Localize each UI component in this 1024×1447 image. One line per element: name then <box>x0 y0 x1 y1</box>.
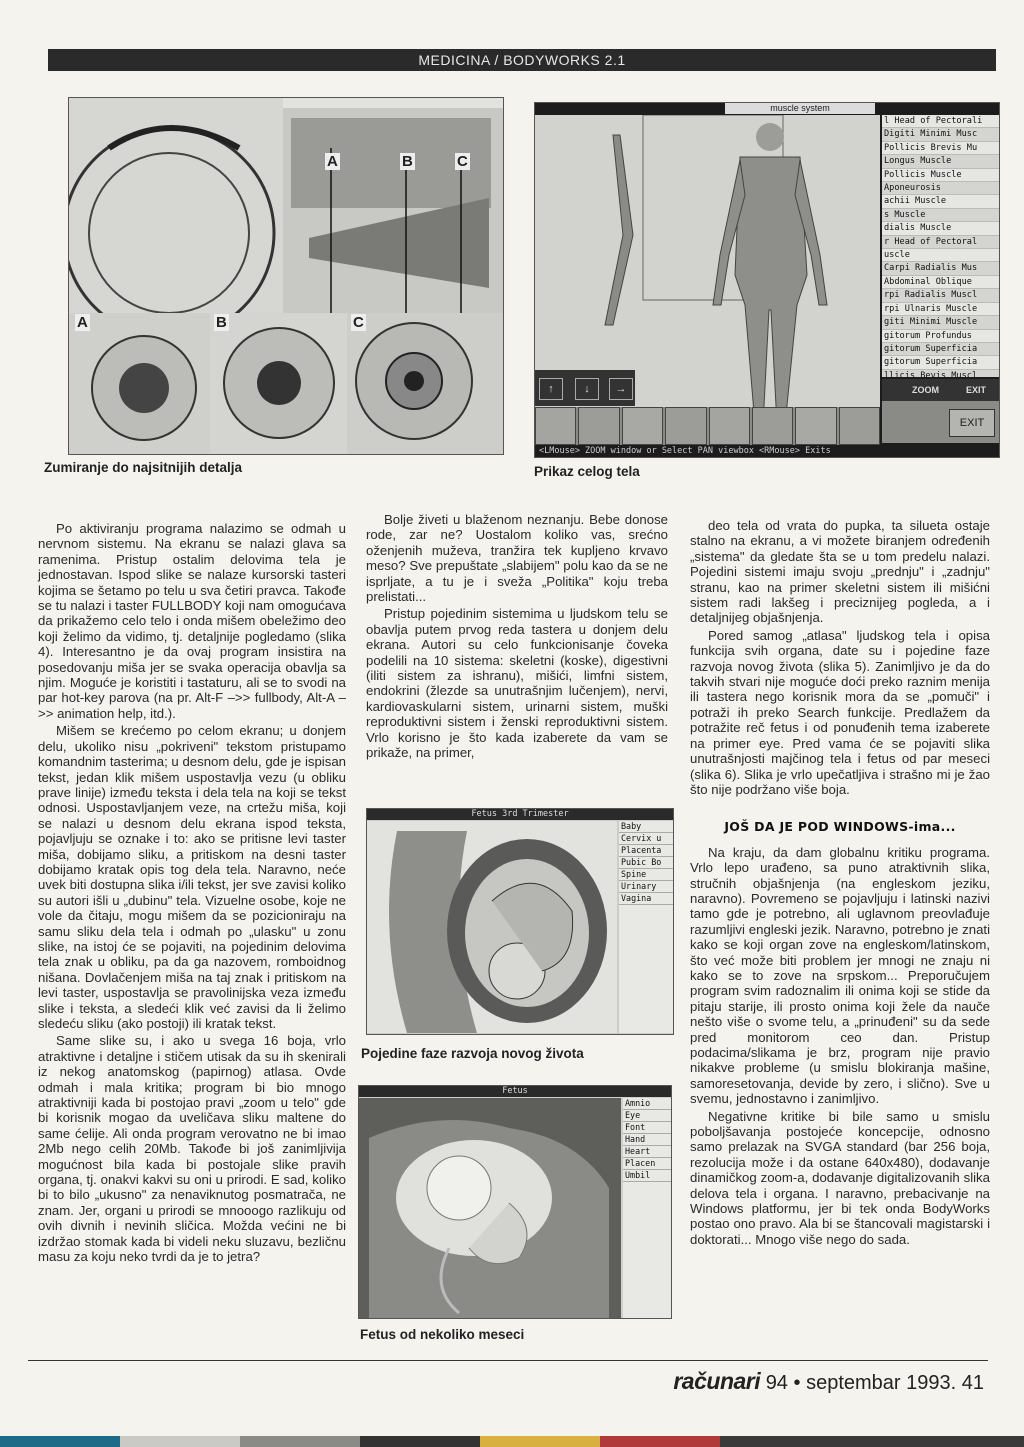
muscle-list-item[interactable]: Aponeurosis <box>882 182 999 195</box>
fetus-menu-item[interactable]: Heart <box>623 1146 671 1158</box>
muscle-list <box>882 115 999 377</box>
eye-illustration <box>69 98 503 454</box>
subheading: JOŠ DA JE POD WINDOWS-ima... <box>724 819 956 835</box>
muscle-list-item[interactable]: Longus Muscle <box>882 155 999 168</box>
article-column-1 <box>38 521 346 1265</box>
muscle-list-item[interactable]: gitorum Superficia <box>882 356 999 369</box>
fetus-menu-item[interactable]: Spine <box>619 869 673 881</box>
fetus-menu-item[interactable]: Hand <box>623 1134 671 1146</box>
fetus-menu-item[interactable]: Eye <box>623 1110 671 1122</box>
system-button[interactable] <box>839 407 880 445</box>
muscle-list-item[interactable]: gitorum Profundus <box>882 330 999 343</box>
magazine-brand: računari <box>673 1368 761 1394</box>
fetus-menu-item[interactable]: Urinary <box>619 881 673 893</box>
system-button[interactable] <box>622 407 663 445</box>
zoom-label-b-top: B <box>402 153 413 170</box>
article-paragraph: Po aktiviranju programa nalazimo se odmah u nervnom sistemu. Na ekranu se nalazi glava sa ramenima. Pristup ostalim delovima tela je jednostavan. Ispod slike se nalaze kursorski tasteri kojima se šetamo po telu u sva četiri pravca. Takođe se tu nalazi i taster FULLBODY koji nam omogućava da prikažemo celo telo i onda mišem obeležimo deo koji želimo da vidimo, tj. detaljnije pogledamo (slika 4). Interesantno je da ovaj program insistira na posedovanju miša jer se svaka operacija obavlja sa njim. Moguće je koristiti i tastaturu, ali se to svodi na par hot-key parova (na pr. Alt-F –>> fullbody, Alt-A –>> animation help, itd.). <box>38 521 346 721</box>
caption-fetus-months: Fetus od nekoliko meseci <box>360 1327 525 1342</box>
fetus-menu-item[interactable]: Baby <box>619 821 673 833</box>
muscle-list-item[interactable]: r Head of Pectoral <box>882 236 999 249</box>
muscle-list-item[interactable]: Pollicis Brevis Mu <box>882 142 999 155</box>
caption-full-body: Prikaz celog tela <box>534 464 640 479</box>
footer-bullet: • <box>793 1372 801 1394</box>
muscle-list-item[interactable]: uscle <box>882 249 999 262</box>
fetus-menu <box>623 1098 671 1318</box>
muscle-list-item[interactable]: achii Muscle <box>882 195 999 208</box>
fetus-months-illustration <box>359 1098 621 1318</box>
system-buttons <box>535 407 880 445</box>
fetus-menu-item[interactable]: Font <box>623 1122 671 1134</box>
muscle-list-item[interactable]: gitorum Superficia <box>882 343 999 356</box>
caption-eye-zoom: Zumiranje do najsitnijih detalja <box>44 460 243 475</box>
fetus-menu-item[interactable]: Placen <box>623 1158 671 1170</box>
exit-button[interactable]: EXIT <box>949 409 995 437</box>
figure-fetus-trimester <box>366 808 674 1035</box>
muscle-list-item[interactable]: dialis Muscle <box>882 222 999 235</box>
system-button[interactable] <box>578 407 619 445</box>
footer-rule <box>28 1360 988 1361</box>
article-paragraph: Na kraju, da dam globalnu kritiku programa. Vrlo lepo urađeno, sa puno atraktivnih slika, stručnih objašnjenja (na engleskom jeziku, naravno). Povremeno se pojavljuju i latinski nazivi tamo gde je potrebno, ali uglavnom preovlađuje razumljivi engleski jezik. Naravno, potrebno je znati kako se koji organ zove na engleskom/latinskom, što već može biti problem jer mnogi ne znaju ni kako se to zove na srpskom... Preporučujem program svim radoznalim ili onima koji se stide da pitaju starije, ili prosto onima koji žele da nauče nešto više o svome telu, a „prinuđeni" su da sede pred monitorom ceo dan. Pristup podacima/slikama je brz, program nije pravio nikakve probleme (u smislu blokiranja mašine, samoresetovanja, devide by zero, i slično). Sve u svemu, jednostavno i zanimljivo. <box>690 844 990 1107</box>
muscle-list-item[interactable]: llicis Bevis Muscl <box>882 370 999 377</box>
figure-full-body <box>534 102 1000 458</box>
zoom-label-a-top: A <box>327 153 338 170</box>
window-title: muscle system <box>725 103 875 114</box>
figure-eye-zoom <box>68 97 504 455</box>
article-paragraph: Pored samog „atlasa" ljudskog tela i opisa funkcija svih organa, date su i pojedine faze razvoja novog života (slika 5). Zanimljivo je da do takvih stvari nije moguće doći preko raznim menija ili tastera nego korisnik mora da se „pomuči" i potraži ih preko Search funkcije. Predlažem da potražite reč fetus i od ponuđenih tema izaberete na primer eye. Pred vama će se pojaviti slika unutrašnjosti majčinog tela i fetus od par meseci (slika 6). Slika je vrlo upečatljiva i strašno mi je žao što nije podržano više boja. <box>690 627 990 797</box>
muscle-list-item[interactable]: Digiti Minimi Musc <box>882 128 999 141</box>
muscle-list-item[interactable]: l Head of Pectorali <box>882 115 999 128</box>
fetus-trimester-illustration <box>367 821 617 1033</box>
muscle-list-item[interactable]: Abdominal Oblique <box>882 276 999 289</box>
fetus-menu-item[interactable]: Pubic Bo <box>619 857 673 869</box>
fetus-menu-item[interactable]: Cervix u <box>619 833 673 845</box>
issue-number: 94 <box>765 1372 788 1394</box>
article-column-2 <box>366 512 668 761</box>
issue-date: septembar 1993. <box>806 1372 957 1394</box>
fetus-menu <box>619 821 673 1033</box>
article-column-3 <box>690 518 990 1247</box>
window-title: Fetus 3rd Trimester <box>367 809 673 820</box>
fetus-menu-item[interactable]: Umbil <box>623 1170 671 1182</box>
zoom-label-b: B <box>216 314 227 331</box>
zoom-label[interactable]: ZOOM <box>912 385 939 395</box>
action-buttons <box>882 401 999 443</box>
exit-label[interactable]: EXIT <box>966 385 987 395</box>
figure-fetus-months <box>358 1085 672 1319</box>
body-view[interactable] <box>535 115 880 458</box>
muscle-list-item[interactable]: giti Minimi Muscle <box>882 316 999 329</box>
muscle-list-item[interactable]: Pollicis Muscle <box>882 169 999 182</box>
arrow-up-icon[interactable]: ↑ <box>539 378 563 400</box>
section-banner: MEDICINA / BODYWORKS 2.1 <box>48 49 996 71</box>
article-paragraph: Bolje živeti u blaženom neznanju. Bebe donose rode, zar ne? Uostalom koliko vas, srećno oženjenih muževa, tranžira tek kupljeno krvavo meso? Sve prepuštate „slabijem" polu kao da se ne isprljate, a tu je i sveža „Politika" koju treba prelistati... <box>366 512 668 605</box>
fetus-menu-item[interactable]: Amnio <box>623 1098 671 1110</box>
zoom-label-c-top: C <box>457 153 468 170</box>
page-number: 41 <box>961 1372 984 1394</box>
muscle-list-item[interactable]: rpi Radialis Muscl <box>882 289 999 302</box>
system-button[interactable] <box>709 407 750 445</box>
article-paragraph: Same slike su, i ako u svega 16 boja, vrlo atraktivne i detaljne i stičem utisak da su ih skenirali iz nekog anatomskog (papirnog) atlasa. Ovde odmah i mala kritika; program bi bio mnogo atraktivniji kada bi postojao pravi „zoom u telo" gde bi korisnik mogao da uveličava sliku maltene do same ćelije. Ali onda program verovatno ne bi imao 2Mb nego celih 20Mb. Takođe bi još zanimljivija mogućnost bila kada bi postojale slike pravih organa, tj. onakvi kakvi su oni u prirodi. E sad, koliko bi to bilo „ukusno" za nenaviknutog posmatrača, ne znam. Jer, organi u prirodi se mnooogo razlikuju od ovih divnih i nevinih sličica. Možda većini ne bi izdržao stomak kada bi videli neku sluzavu, bezličnu masu za koju neko tvrdi da je to jetra? <box>38 1033 346 1265</box>
muscle-list-item[interactable]: s Muscle <box>882 209 999 222</box>
arrow-down-icon[interactable]: ↓ <box>575 378 599 400</box>
zoom-label-c: C <box>353 314 364 331</box>
system-button[interactable] <box>752 407 793 445</box>
nav-controls <box>535 370 635 406</box>
muscle-list-item[interactable]: rpi Ulnaris Muscle <box>882 303 999 316</box>
zoom-label-a: A <box>77 314 88 331</box>
window-title: Fetus <box>359 1086 671 1097</box>
article-paragraph: Pristup pojedinim sistemima u ljudskom telu se obavlja putem prvog reda tastera u donjem delu ekrana. Autori su celo funkcionisanje čoveka podelili na 10 sistema: skeletni (koske), digestivni (iliti sistem za ishranu), mišići, limfni sistem, endokrini (žlezde sa unutrašnjim lučenjem), nervi, kardiovaskularni sistem, urinarni sistem, muški reproduktivni sistem i ženski reproduktivni sistem. Vrlo korisno je što kada izaberete da vam se prikaže, na primer, <box>366 606 668 761</box>
caption-fetus-trimester: Pojedine faze razvoja novog života <box>361 1046 584 1061</box>
arrow-right-icon[interactable]: → <box>609 378 633 400</box>
status-bar: <LMouse> ZOOM window or Select PAN viewbox <RMouse> Exits <box>535 445 1000 457</box>
page-footer <box>673 1368 984 1395</box>
system-button[interactable] <box>665 407 706 445</box>
zoom-panel <box>882 379 999 401</box>
article-paragraph: Negativne kritike bi bile samo u smislu poboljšavanja postojeće koncepcije, odnosno samo prelazak na SVGA standard (bar 256 boja, rezolucija može i da ostane 640x480), dodavanje dinamičkog zoom-a, dodavanje digitalizovanih slika delova tela i organa. I naravno, prebacivanje na Windows platformu, jer bi tek onda BodyWorks postao ono pravo. Ala bi se štancovali magistarski i doktorati... Mnogo više nego do sada. <box>690 1108 990 1247</box>
fetus-menu-item[interactable]: Placenta <box>619 845 673 857</box>
system-button[interactable] <box>795 407 836 445</box>
article-paragraph: deo tela od vrata do pupka, ta silueta ostaje stalno na ekranu, a vi možete biranjem određenih „sistema" da gledate šta se u tom predelu nalazi. Pojedini sistemi imaju svoju „prednju" i „zadnju" stranu, kao na primer skeletni sistem ili mišićni sistem radi lakšeg i preciznijeg pogleda, a i detaljnijeg objašnjenja. <box>690 518 990 626</box>
fetus-menu-item[interactable]: Vagina <box>619 893 673 905</box>
print-color-bar <box>0 1430 1024 1447</box>
article-paragraph: Mišem se krećemo po celom ekranu; u donjem delu, ukoliko nisu „pokriveni" tekstom pristupamo komandnim tasterima; u desnom delu, gde je ispisan tekst, jedan klik mišem uspostavlja vezu (u obliku prave linije) između teksta i dela tela na koji se tekst odnosi. Uspostavljanjem veze, na crtežu miša, koji se nalazi u desnom delu ekrana ispod teksta, pojavljuju se oznake i to: ako se pritisne levi taster miša, dobijamo sliku, a pritiskom na desni taster dobijamo kratak opis tog dela tela. Naravno, neće uvek biti dostupna slika i/ili tekst, jer sve zavisi koliko su autori išli u „dubinu" tela. Vizuelne osobe, koje ne vole da čitaju, mogu mišem da se pozicioniraju na samu sliku dela tela i odmah po „ulasku" u zonu slike, na istoj će se pojaviti, na pojedinim delovima tela znak u obliku, pa da ga nazovem, romboidnog nišana. Dovlačenjem miša na taj znak i pritiskom na levi taster, uspostavlja se pravolinijska veza između slike i teksta, a sledeći klik već zavisi da li želimo sledeću sliku (ako postoji) ili kratak tekst. <box>38 723 346 1031</box>
muscle-list-item[interactable]: Carpi Radialis Mus <box>882 262 999 275</box>
system-button[interactable] <box>535 407 576 445</box>
